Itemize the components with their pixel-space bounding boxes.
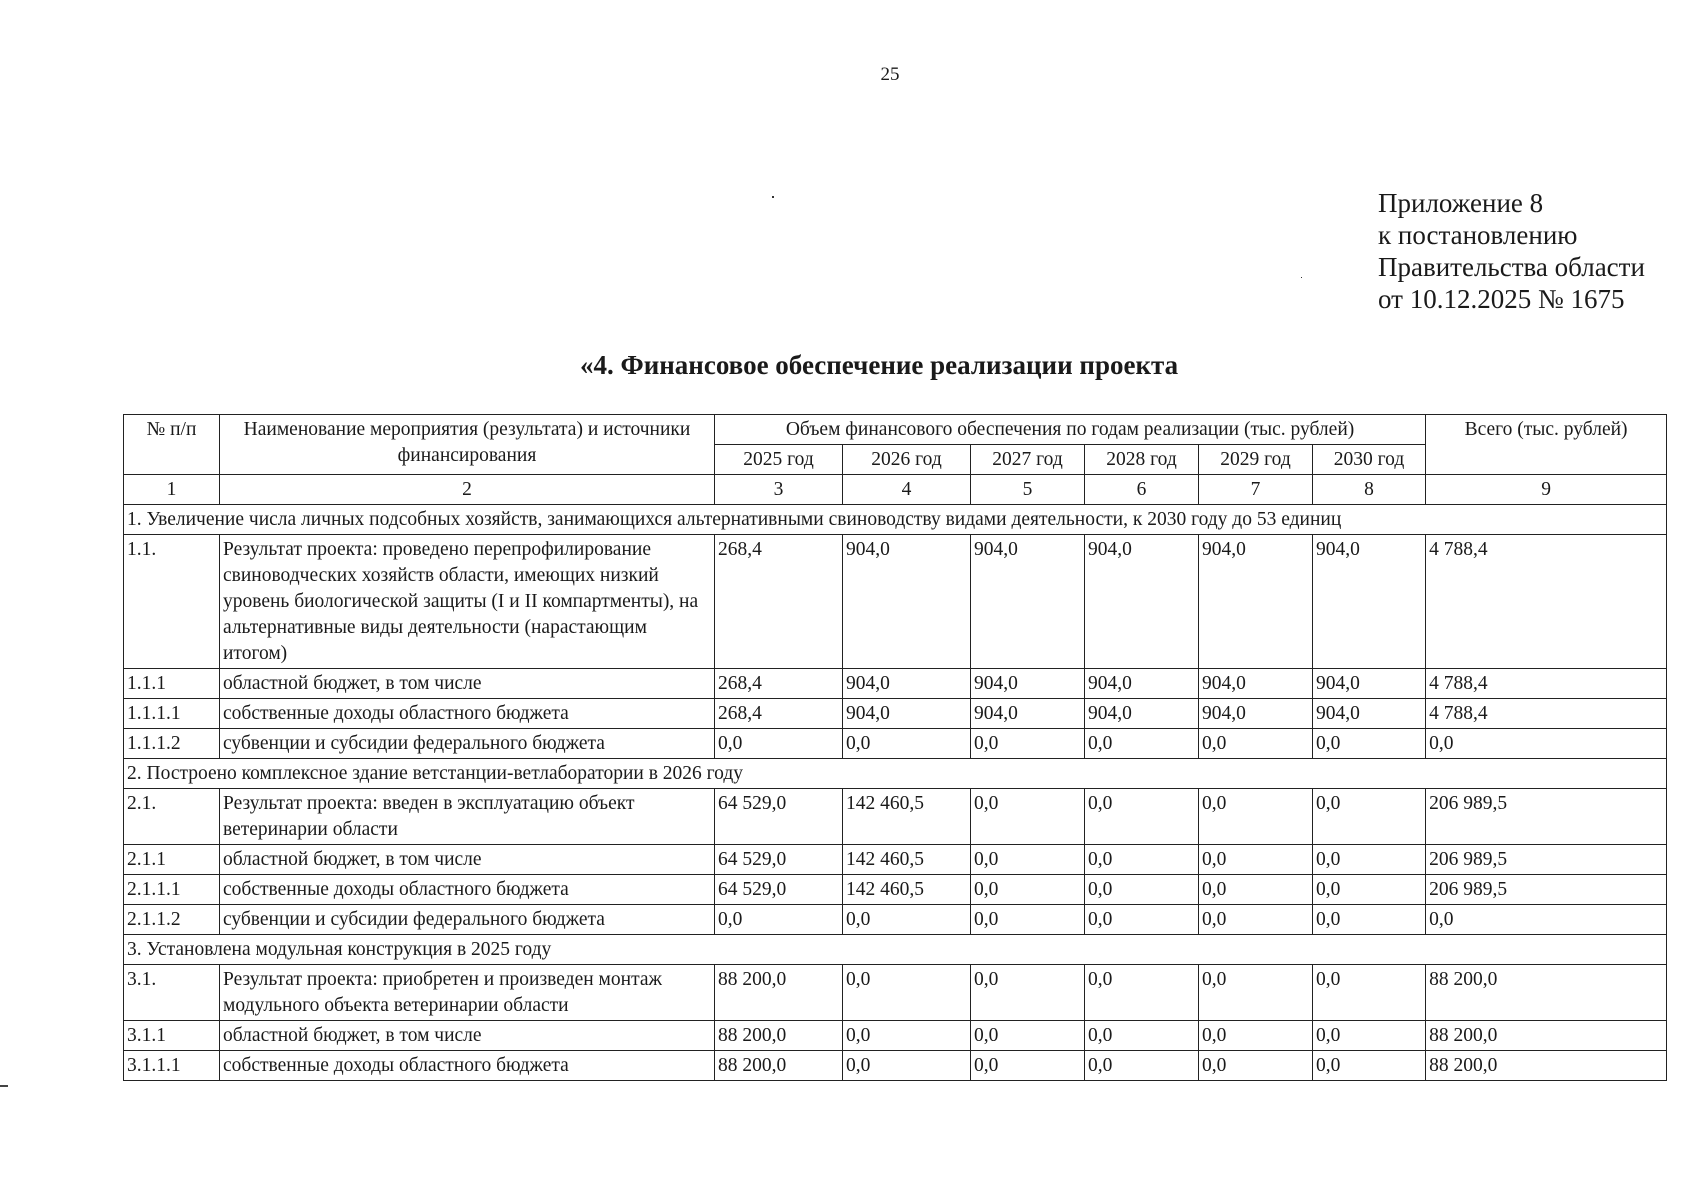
header-name: Наименование мероприятия (результата) и источники финансирования <box>220 415 715 475</box>
year-value-cell: 0,0 <box>1313 789 1426 845</box>
table-row <box>124 875 1667 905</box>
year-value-cell: 0,0 <box>715 729 843 759</box>
row-number: 1.1.1.2 <box>124 729 220 759</box>
year-value-cell: 0,0 <box>1313 1051 1426 1081</box>
total-value-cell: 206 989,5 <box>1426 845 1667 875</box>
year-value-cell: 904,0 <box>1085 535 1199 669</box>
year-value-cell: 0,0 <box>843 965 971 1021</box>
section-title: 2. Построено комплексное здание ветстанции-ветлаборатории в 2026 году <box>124 759 1667 789</box>
table-row <box>124 699 1667 729</box>
row-number: 1.1. <box>124 535 220 669</box>
year-value-cell: 0,0 <box>1199 789 1313 845</box>
year-value-cell: 904,0 <box>1313 535 1426 669</box>
table-row <box>124 789 1667 845</box>
total-value-cell: 4 788,4 <box>1426 535 1667 669</box>
scan-artifact <box>1301 277 1302 278</box>
year-value-cell: 904,0 <box>971 699 1085 729</box>
year-value-cell: 0,0 <box>971 905 1085 935</box>
year-value-cell: 0,0 <box>1085 845 1199 875</box>
total-value-cell: 88 200,0 <box>1426 1021 1667 1051</box>
year-value-cell: 0,0 <box>1199 1021 1313 1051</box>
year-value-cell: 904,0 <box>1085 699 1199 729</box>
table-row <box>124 845 1667 875</box>
table-row <box>124 965 1667 1021</box>
total-value-cell: 206 989,5 <box>1426 875 1667 905</box>
year-value-cell: 904,0 <box>1085 669 1199 699</box>
year-value-cell: 0,0 <box>1313 875 1426 905</box>
total-value-cell: 4 788,4 <box>1426 669 1667 699</box>
total-value-cell: 0,0 <box>1426 905 1667 935</box>
row-number: 2.1. <box>124 789 220 845</box>
year-value-cell: 0,0 <box>1085 1021 1199 1051</box>
year-value-cell: 88 200,0 <box>715 1051 843 1081</box>
header-volume: Объем финансового обеспечения по годам реализации (тыс. рублей) <box>715 415 1426 445</box>
header-year: 2029 год <box>1199 445 1313 475</box>
row-name: областной бюджет, в том числе <box>220 1021 715 1051</box>
header-year: 2025 год <box>715 445 843 475</box>
section-row <box>124 935 1667 965</box>
scan-artifact <box>772 196 774 198</box>
appendix-block <box>1378 187 1645 315</box>
year-value-cell: 0,0 <box>1313 905 1426 935</box>
year-value-cell: 904,0 <box>971 669 1085 699</box>
row-name: Результат проекта: проведено перепрофилирование свиноводческих хозяйств области, имеющих низкий уровень биологической защиты (I и II компартменты), на альтернативные виды деятельности (нарастающим итогом) <box>220 535 715 669</box>
table-row <box>124 729 1667 759</box>
year-value-cell: 0,0 <box>1085 965 1199 1021</box>
year-value-cell: 64 529,0 <box>715 789 843 845</box>
header-year: 2028 год <box>1085 445 1199 475</box>
table-row <box>124 669 1667 699</box>
row-name: Результат проекта: введен в эксплуатацию объект ветеринарии области <box>220 789 715 845</box>
year-value-cell: 904,0 <box>1313 699 1426 729</box>
column-index: 5 <box>971 475 1085 505</box>
year-value-cell: 0,0 <box>843 729 971 759</box>
year-value-cell: 0,0 <box>971 789 1085 845</box>
year-value-cell: 0,0 <box>1313 965 1426 1021</box>
year-value-cell: 0,0 <box>715 905 843 935</box>
year-value-cell: 904,0 <box>843 535 971 669</box>
year-value-cell: 0,0 <box>1199 729 1313 759</box>
row-name: собственные доходы областного бюджета <box>220 1051 715 1081</box>
document-title: «4. Финансовое обеспечение реализации проекта <box>580 350 1179 380</box>
year-value-cell: 142 460,5 <box>843 845 971 875</box>
section-title: 1. Увеличение числа личных подсобных хозяйств, занимающихся альтернативными свиноводству видами деятельности, к 2030 году до 53 единиц <box>124 505 1667 535</box>
year-value-cell: 0,0 <box>1313 845 1426 875</box>
year-value-cell: 64 529,0 <box>715 875 843 905</box>
year-value-cell: 0,0 <box>1085 789 1199 845</box>
total-value-cell: 4 788,4 <box>1426 699 1667 729</box>
column-index: 4 <box>843 475 971 505</box>
year-value-cell: 142 460,5 <box>843 875 971 905</box>
year-value-cell: 0,0 <box>971 1021 1085 1051</box>
column-index: 9 <box>1426 475 1667 505</box>
table-row <box>124 905 1667 935</box>
year-value-cell: 904,0 <box>1313 669 1426 699</box>
year-value-cell: 88 200,0 <box>715 965 843 1021</box>
year-value-cell: 88 200,0 <box>715 1021 843 1051</box>
column-index: 3 <box>715 475 843 505</box>
year-value-cell: 904,0 <box>971 535 1085 669</box>
appendix-line: Правительства области <box>1378 252 1645 282</box>
section-title: 3. Установлена модульная конструкция в 2025 году <box>124 935 1667 965</box>
total-value-cell: 88 200,0 <box>1426 1051 1667 1081</box>
header-num: № п/п <box>124 415 220 475</box>
year-value-cell: 0,0 <box>1085 905 1199 935</box>
year-value-cell: 268,4 <box>715 535 843 669</box>
table-row <box>124 1021 1667 1051</box>
section-row <box>124 759 1667 789</box>
financing-table <box>123 414 1667 1081</box>
year-value-cell: 0,0 <box>1199 1051 1313 1081</box>
year-value-cell: 0,0 <box>971 729 1085 759</box>
year-value-cell: 0,0 <box>1199 875 1313 905</box>
year-value-cell: 0,0 <box>1199 905 1313 935</box>
year-value-cell: 0,0 <box>971 965 1085 1021</box>
table-row <box>124 535 1667 669</box>
appendix-line: от 10.12.2025 № 1675 <box>1378 284 1625 314</box>
row-name: субвенции и субсидии федерального бюджета <box>220 905 715 935</box>
financing-table-body <box>124 415 1667 1081</box>
row-number: 2.1.1 <box>124 845 220 875</box>
year-value-cell: 0,0 <box>843 1021 971 1051</box>
year-value-cell: 268,4 <box>715 669 843 699</box>
row-name: Результат проекта: приобретен и произведен монтаж модульного объекта ветеринарии области <box>220 965 715 1021</box>
row-number: 2.1.1.1 <box>124 875 220 905</box>
row-number: 3.1. <box>124 965 220 1021</box>
row-number: 1.1.1 <box>124 669 220 699</box>
year-value-cell: 904,0 <box>843 669 971 699</box>
column-index: 6 <box>1085 475 1199 505</box>
appendix-line: к постановлению <box>1378 220 1578 250</box>
year-value-cell: 268,4 <box>715 699 843 729</box>
header-year: 2030 год <box>1313 445 1426 475</box>
column-index-row <box>124 475 1667 505</box>
year-value-cell: 0,0 <box>1313 729 1426 759</box>
row-name: областной бюджет, в том числе <box>220 845 715 875</box>
row-number: 3.1.1 <box>124 1021 220 1051</box>
year-value-cell: 64 529,0 <box>715 845 843 875</box>
row-number: 1.1.1.1 <box>124 699 220 729</box>
row-name: собственные доходы областного бюджета <box>220 875 715 905</box>
year-value-cell: 0,0 <box>1085 729 1199 759</box>
header-year: 2027 год <box>971 445 1085 475</box>
column-index: 1 <box>124 475 220 505</box>
year-value-cell: 0,0 <box>971 875 1085 905</box>
year-value-cell: 142 460,5 <box>843 789 971 845</box>
year-value-cell: 0,0 <box>1085 875 1199 905</box>
scan-edge-mark <box>0 1085 8 1087</box>
year-value-cell: 0,0 <box>1199 845 1313 875</box>
year-value-cell: 0,0 <box>971 1051 1085 1081</box>
page-number: 25 <box>880 64 900 85</box>
column-index: 2 <box>220 475 715 505</box>
year-value-cell: 0,0 <box>1085 1051 1199 1081</box>
year-value-cell: 904,0 <box>1199 699 1313 729</box>
year-value-cell: 0,0 <box>843 1051 971 1081</box>
total-value-cell: 88 200,0 <box>1426 965 1667 1021</box>
section-row <box>124 505 1667 535</box>
year-value-cell: 904,0 <box>1199 669 1313 699</box>
row-name: субвенции и субсидии федерального бюджета <box>220 729 715 759</box>
year-value-cell: 0,0 <box>843 905 971 935</box>
year-value-cell: 0,0 <box>1199 965 1313 1021</box>
column-index: 7 <box>1199 475 1313 505</box>
year-value-cell: 0,0 <box>1313 1021 1426 1051</box>
row-name: областной бюджет, в том числе <box>220 669 715 699</box>
header-total: Всего (тыс. рублей) <box>1426 415 1667 475</box>
row-name: собственные доходы областного бюджета <box>220 699 715 729</box>
appendix-line: Приложение 8 <box>1378 188 1544 218</box>
column-index: 8 <box>1313 475 1426 505</box>
year-value-cell: 0,0 <box>971 845 1085 875</box>
year-value-cell: 904,0 <box>1199 535 1313 669</box>
table-row <box>124 1051 1667 1081</box>
header-row <box>124 415 1667 445</box>
row-number: 3.1.1.1 <box>124 1051 220 1081</box>
total-value-cell: 206 989,5 <box>1426 789 1667 845</box>
total-value-cell: 0,0 <box>1426 729 1667 759</box>
header-year: 2026 год <box>843 445 971 475</box>
year-value-cell: 904,0 <box>843 699 971 729</box>
row-number: 2.1.1.2 <box>124 905 220 935</box>
